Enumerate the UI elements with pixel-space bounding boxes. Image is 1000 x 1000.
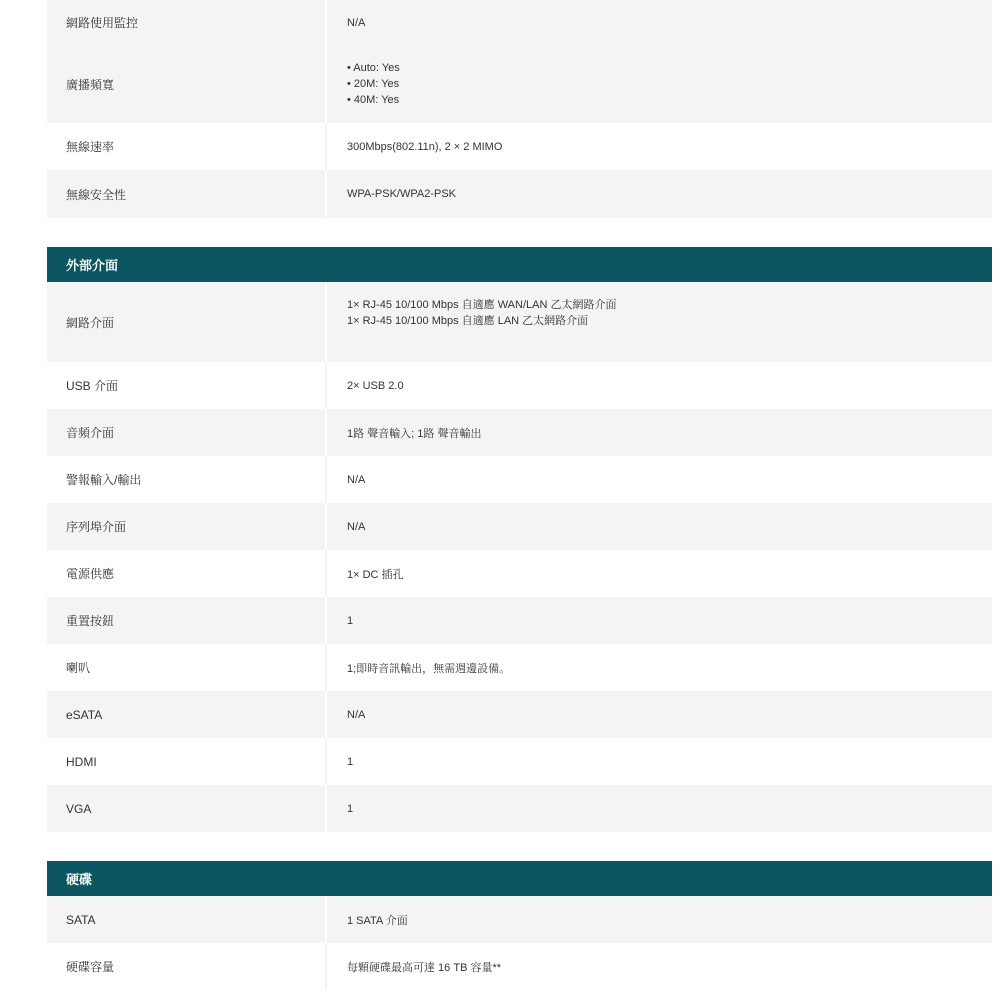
spec-value: 1 xyxy=(347,802,354,815)
spec-label: 無線速率 xyxy=(47,123,327,170)
spec-value-line: • 40M: Yes xyxy=(347,94,400,106)
spec-value: 2× USB 2.0 xyxy=(347,379,404,392)
section-header-external: 外部介面 xyxy=(47,247,992,282)
spec-value: 1 xyxy=(347,755,354,768)
spec-value: WPA-PSK/WPA2-PSK xyxy=(347,188,457,200)
spec-value: 1× DC 插孔 xyxy=(347,568,404,581)
spec-value xyxy=(327,45,992,123)
spec-value: N/A xyxy=(347,16,366,29)
spec-value: 1 xyxy=(347,614,354,627)
table-row xyxy=(47,362,992,409)
spec-value-line: • Auto: Yes xyxy=(347,62,400,74)
table-row xyxy=(47,45,992,123)
spec-label: 警報輸入/輸出 xyxy=(47,456,327,503)
spec-value: N/A xyxy=(347,520,366,533)
spec-label: eSATA xyxy=(47,691,327,738)
spec-value-line: 1× RJ-45 10/100 Mbps 自適應 WAN/LAN 乙太網路介面 xyxy=(347,299,617,311)
table-row xyxy=(47,0,992,45)
spec-value: 每顆硬碟最高可達 16 TB 容量** xyxy=(347,961,502,974)
table-row xyxy=(47,738,992,785)
table-row xyxy=(47,550,992,597)
table-row xyxy=(47,503,992,550)
spec-value: 300Mbps(802.11n), 2 × 2 MIMO xyxy=(347,140,503,153)
table-row xyxy=(47,691,992,738)
spec-label: 電源供應 xyxy=(47,550,327,597)
table-row xyxy=(47,943,992,990)
table-row xyxy=(47,409,992,456)
table-row xyxy=(47,644,992,691)
table-row xyxy=(47,785,992,832)
spec-label: SATA xyxy=(47,896,327,943)
spec-value: 1 SATA 介面 xyxy=(347,914,408,927)
spec-label: 喇叭 xyxy=(47,644,327,691)
spec-value-line: 1× RJ-45 10/100 Mbps 自適應 LAN 乙太網路介面 xyxy=(347,315,589,327)
spec-label: 網路使用監控 xyxy=(47,0,327,45)
spec-value: N/A xyxy=(347,708,366,721)
spec-label: 序列埠介面 xyxy=(47,503,327,550)
spec-label: 硬碟容量 xyxy=(47,943,327,990)
spec-value: N/A xyxy=(347,473,366,486)
spec-value: 1;即時音訊輸出，無需週邊設備。 xyxy=(347,662,511,675)
table-row xyxy=(47,597,992,644)
spec-value xyxy=(327,282,992,362)
spec-label: 重置按鈕 xyxy=(47,597,327,644)
table-row xyxy=(47,896,992,943)
table-row xyxy=(47,123,992,170)
table-row xyxy=(47,170,992,218)
disk-spec-table xyxy=(47,896,992,990)
spec-label: 網路介面 xyxy=(47,282,327,362)
spec-label: 廣播頻寬 xyxy=(47,45,327,123)
spec-label: VGA xyxy=(47,785,327,832)
table-row xyxy=(47,282,992,362)
table-row xyxy=(47,456,992,503)
spec-label: 音頻介面 xyxy=(47,409,327,456)
spec-label: HDMI xyxy=(47,738,327,785)
spec-label: 無線安全性 xyxy=(47,170,327,218)
section-header-disk: 硬碟 xyxy=(47,861,992,896)
spec-value: 1路 聲音輸入; 1路 聲音輸出 xyxy=(347,427,482,440)
wireless-spec-table xyxy=(47,0,992,218)
external-interface-table xyxy=(47,282,992,832)
spec-label: USB 介面 xyxy=(47,362,327,409)
spec-value-line: • 20M: Yes xyxy=(347,78,400,90)
